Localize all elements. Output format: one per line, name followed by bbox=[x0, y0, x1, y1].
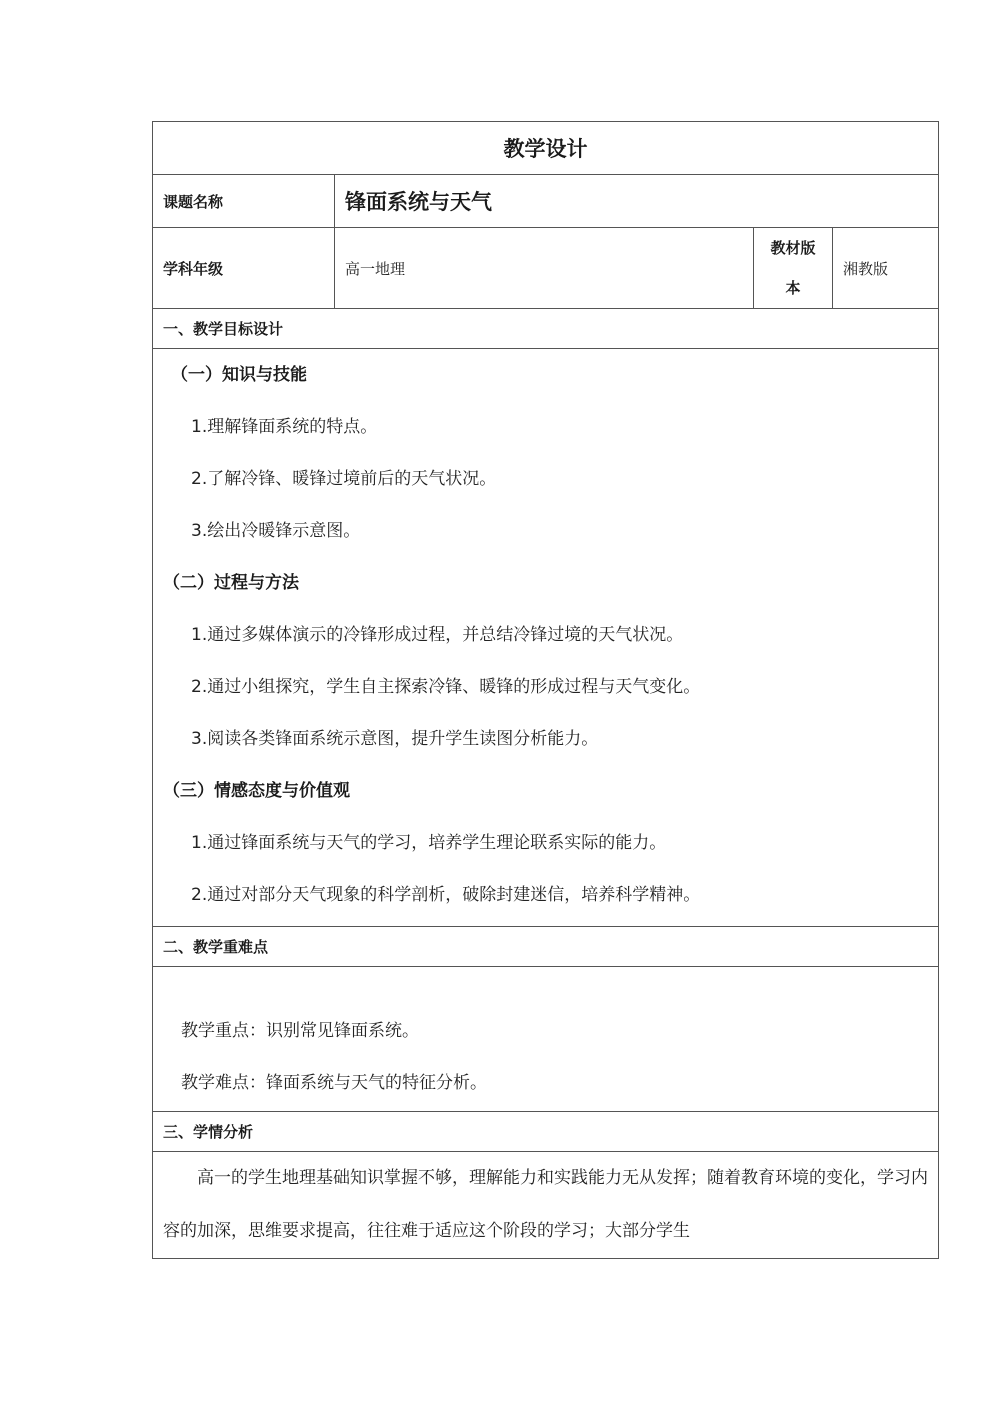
objective-group-title: （三）情感态度与价值观 bbox=[163, 781, 350, 801]
subject-label: 学科年级 bbox=[153, 228, 335, 309]
objective-item: 2.了解冷锋、暖锋过境前后的天气状况。 bbox=[191, 469, 497, 489]
objectives-content bbox=[153, 349, 939, 927]
edition-label bbox=[754, 228, 833, 309]
subject-value: 高一地理 bbox=[335, 228, 754, 309]
edition-value: 湘教版 bbox=[833, 228, 939, 309]
objective-item: 3.阅读各类锋面系统示意图，提升学生读图分析能力。 bbox=[191, 729, 599, 749]
analysis-content bbox=[153, 1152, 939, 1259]
objective-group-title: （二）过程与方法 bbox=[163, 573, 299, 593]
edition-label-line1: 教材版 bbox=[770, 239, 816, 257]
teaching-focus: 教学重点：识别常见锋面系统。 bbox=[181, 1021, 419, 1041]
lesson-plan-table bbox=[152, 121, 939, 1259]
topic-value: 锋面系统与天气 bbox=[335, 175, 939, 228]
objective-item: 1.通过锋面系统与天气的学习，培养学生理论联系实际的能力。 bbox=[191, 833, 667, 853]
objective-item: 3.绘出冷暖锋示意图。 bbox=[191, 521, 361, 541]
analysis-paragraph: 高一的学生地理基础知识掌握不够，理解能力和实践能力无从发挥；随着教育环境的变化，学习内容的加深，思维要求提高，往往难于适应这个阶段的学习；大部分学生 bbox=[163, 1168, 928, 1241]
objective-item: 1.理解锋面系统的特点。 bbox=[191, 417, 378, 437]
objective-group-title: （一）知识与技能 bbox=[171, 365, 307, 385]
teaching-difficulty: 教学难点：锋面系统与天气的特征分析。 bbox=[181, 1073, 487, 1093]
document-title: 教学设计 bbox=[153, 122, 939, 175]
section-heading-objectives: 一、教学目标设计 bbox=[153, 309, 939, 349]
topic-label: 课题名称 bbox=[153, 175, 335, 228]
edition-label-line2: 本 bbox=[785, 279, 801, 297]
section-heading-analysis: 三、学情分析 bbox=[153, 1112, 939, 1152]
objective-item: 2.通过小组探究，学生自主探索冷锋、暖锋的形成过程与天气变化。 bbox=[191, 677, 701, 697]
objective-item: 2.通过对部分天气现象的科学剖析，破除封建迷信，培养科学精神。 bbox=[191, 885, 701, 905]
objective-item: 1.通过多媒体演示的冷锋形成过程，并总结冷锋过境的天气状况。 bbox=[191, 625, 684, 645]
section-heading-keypoints: 二、教学重难点 bbox=[153, 927, 939, 967]
keypoints-content bbox=[153, 967, 939, 1112]
